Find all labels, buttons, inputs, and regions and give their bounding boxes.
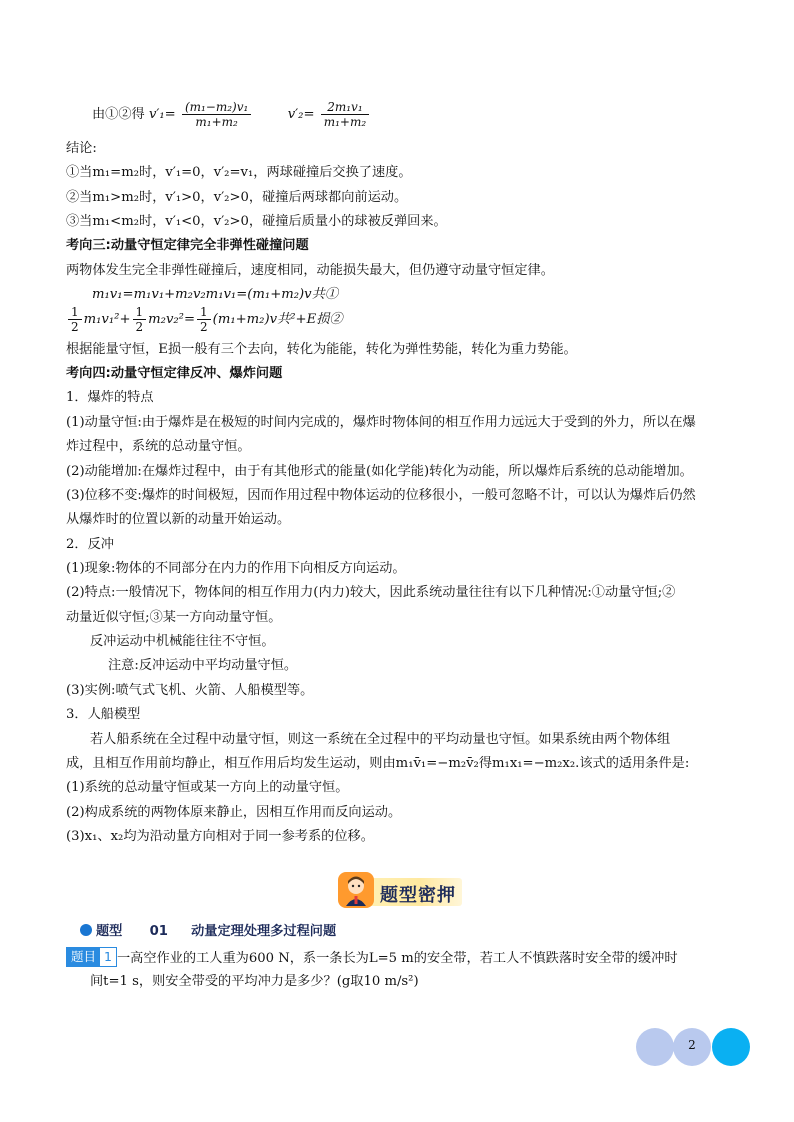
half-num: 1 xyxy=(133,305,147,320)
energy-equation xyxy=(66,305,343,334)
question-text-1: 一高空作业的工人重为600 N，系一条长为L=5 m的安全带，若工人不慎跌落时安全带的缓冲时 xyxy=(116,951,678,966)
recoil-note-2: 注意:反冲运动中平均动量守恒。 xyxy=(108,658,298,673)
formula-prefix: 由①②得 xyxy=(92,107,145,122)
explosion-point-3a: (3)位移不变:爆炸的时间极短，因而作用过程中物体运动的位移很小，一般可忽略不计，可以认为爆炸后仍然 xyxy=(66,488,696,503)
recoil-point-2a: (2)特点:一般情况下，物体间的相互作用力(内力)较大，因此系统动量往往有以下几种情况:①动量守恒;② xyxy=(66,585,676,600)
boat-model-para-a: 若人船系统在全过程中动量守恒，则这一系统在全过程中的平均动量也守恒。如果系统由两个物体组 xyxy=(90,732,671,747)
v2-numerator: 2m₁v₁ xyxy=(321,100,369,115)
boat-model-cond-2: (2)构成系统的两物体原来静止，因相互作用而反向运动。 xyxy=(66,805,402,820)
v2-prime-fraction xyxy=(321,100,369,129)
page-number: 2 xyxy=(688,1038,696,1052)
explosion-point-2: (2)动能增加:在爆炸过程中，由于有其他形式的能量(如化学能)转化为动能，所以爆炸后系统的总动能增加。 xyxy=(66,464,693,479)
boat-model-title: 3．人船模型 xyxy=(66,707,141,722)
section4-heading: 考向四:动量守恒定律反冲、爆炸问题 xyxy=(66,366,283,381)
v1-prime-label: v′₁= xyxy=(148,107,176,122)
conclusion-item-3: ③当m₁<m₂时，v′₁<0，v′₂>0，碰撞后质量小的球被反弹回来。 xyxy=(66,214,447,229)
recoil-point-1: (1)现象:物体的不同部分在内力的作用下向相反方向运动。 xyxy=(66,561,406,576)
energy-term-c: (m₁+m₂)v共²+E损② xyxy=(212,312,343,327)
half-den: 2 xyxy=(71,320,79,334)
boat-model-cond-3: (3)x₁、x₂均为沿动量方向相对于同一参考系的位移。 xyxy=(66,829,374,844)
energy-term-b: m₂v₂²= xyxy=(148,312,196,327)
question-badge xyxy=(66,947,117,967)
half-den: 2 xyxy=(200,320,208,334)
bullet-icon xyxy=(80,924,92,936)
collision-velocity-formula xyxy=(92,100,371,129)
explosion-point-1b: 炸过程中，系统的总动量守恒。 xyxy=(66,439,251,454)
section3-note: 根据能量守恒，E损一般有三个去向，转化为能能，转化为弹性势能，转化为重力势能。 xyxy=(66,342,577,357)
question-badge-label: 题目 xyxy=(67,948,100,966)
question-type-title: 动量定理处理多过程问题 xyxy=(191,924,337,939)
question-type-label: 题型 xyxy=(96,924,123,939)
page-dot-left xyxy=(636,1028,674,1066)
v2-prime-label: v′₂= xyxy=(287,107,315,122)
explosion-point-3b: 从爆炸时的位置以新的动量开始运动。 xyxy=(66,512,291,527)
half-fraction-3 xyxy=(197,305,211,334)
question-type-number: 01 xyxy=(149,924,168,939)
recoil-title: 2．反冲 xyxy=(66,537,114,552)
section3-intro: 两物体发生完全非弹性碰撞后，速度相同，动能损失最大，但仍遵守动量守恒定律。 xyxy=(66,263,554,278)
question-line-2: 间t=1 s，则安全带受的平均冲力是多少？(g取10 m/s²) xyxy=(90,974,419,989)
boat-model-cond-1: (1)系统的总动量守恒或某一方向上的动量守恒。 xyxy=(66,780,349,795)
half-num: 1 xyxy=(197,305,211,320)
half-fraction-2 xyxy=(133,305,147,334)
banner-title: 题型密押 xyxy=(380,885,456,906)
half-num: 1 xyxy=(68,305,82,320)
explosion-point-1a: (1)动量守恒:由于爆炸是在极短的时间内完成的，爆炸时物体间的相互作用力远远大于受到的外力，所以在爆 xyxy=(66,415,696,430)
v2-denominator: m₁+m₂ xyxy=(323,115,367,129)
recoil-point-2b: 动量近似守恒;③某一方向动量守恒。 xyxy=(66,610,282,625)
teacher-avatar-icon xyxy=(338,872,374,908)
conclusion-item-1: ①当m₁=m₂时，v′₁=0，v′₂=v₁，两球碰撞后交换了速度。 xyxy=(66,165,412,180)
conclusion-title: 结论: xyxy=(66,141,97,156)
page-dot-right xyxy=(712,1028,750,1066)
question-line-1 xyxy=(66,947,724,969)
question-types-banner xyxy=(338,872,462,908)
explosion-title: 1．爆炸的特点 xyxy=(66,390,154,405)
section3-heading: 考向三:动量守恒定律完全非弹性碰撞问题 xyxy=(66,238,309,253)
question-badge-number: 1 xyxy=(104,949,112,964)
half-fraction-1 xyxy=(68,305,82,334)
half-den: 2 xyxy=(135,320,144,334)
recoil-note-1: 反冲运动中机械能往往不守恒。 xyxy=(90,634,275,649)
recoil-point-3: (3)实例:喷气式飞机、火箭、人船模型等。 xyxy=(66,683,314,698)
energy-term-a: m₁v₁²+ xyxy=(83,312,131,327)
momentum-equation: m₁v₁=m₁v₁+m₂v₂m₁v₁=(m₁+m₂)v共① xyxy=(92,287,339,302)
question-type-heading xyxy=(80,920,336,939)
conclusion-item-2: ②当m₁>m₂时，v′₁>0，v′₂>0，碰撞后两球都向前运动。 xyxy=(66,190,408,205)
v1-numerator: (m₁−m₂)v₁ xyxy=(182,100,251,115)
v1-prime-fraction xyxy=(182,100,251,129)
page-number-indicator xyxy=(636,1028,750,1066)
boat-model-para-b: 成，且相互作用前均静止，相互作用后均发生运动，则由m₁v̄₁=−m₂v̄₂得m₁x₁=−m₂x₂.该式的适用条件是: xyxy=(66,756,690,771)
v1-denominator: m₁+m₂ xyxy=(195,115,238,129)
